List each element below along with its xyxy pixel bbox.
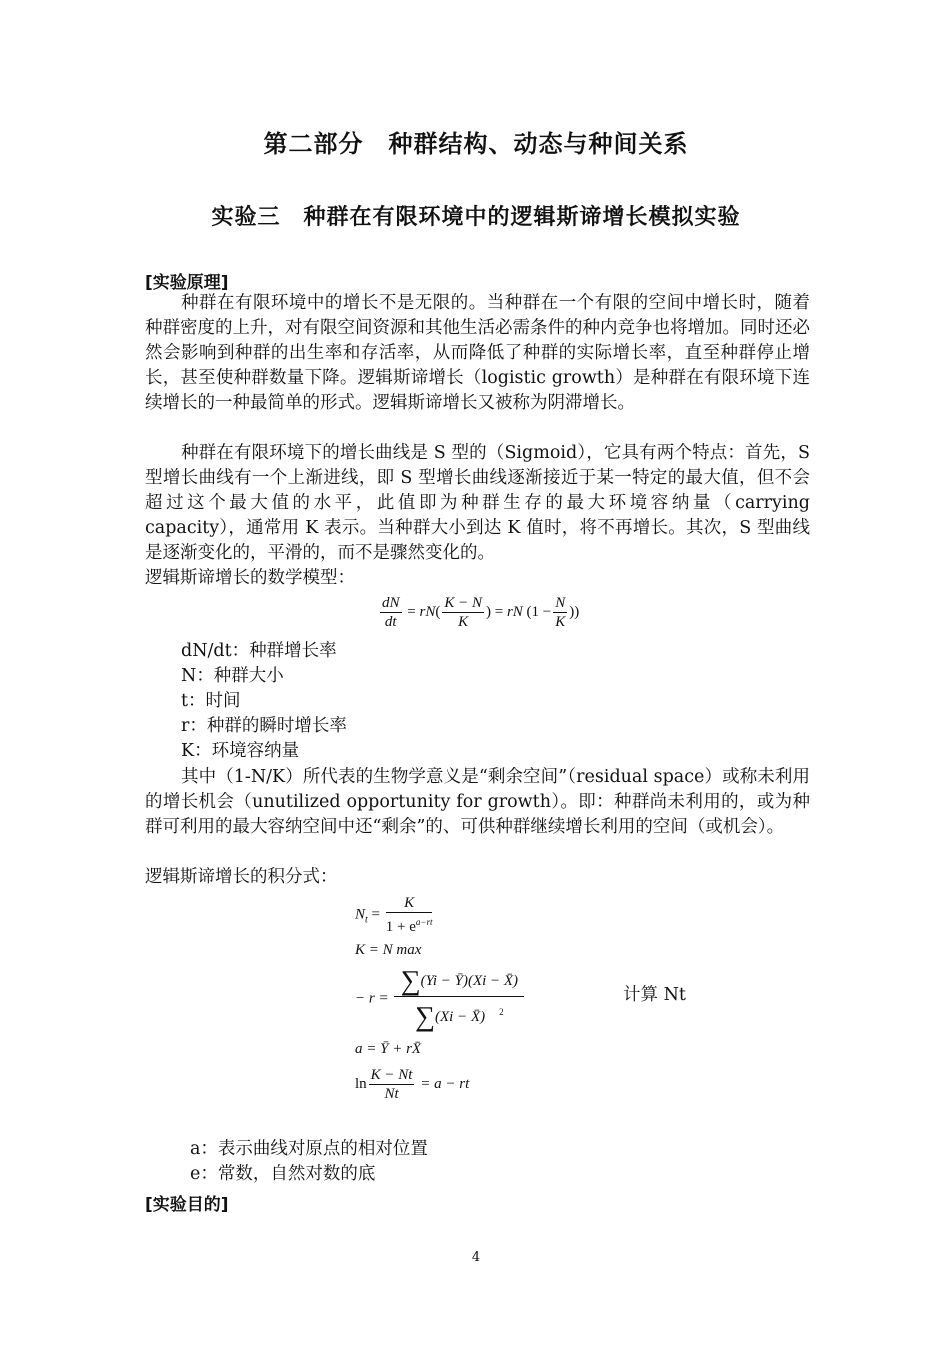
equation-k-nmax: K = N max xyxy=(355,942,422,958)
integral-heading: 逻辑斯谛增长的积分式： xyxy=(145,867,338,887)
definition-a: a：表示曲线对原点的相对位置 xyxy=(190,1139,428,1159)
equation-a: a = Ȳ + rX̄ xyxy=(355,1041,422,1057)
paragraph-principle-1: 种群在有限环境中的增长不是无限的。当种群在一个有限的空间中增长时，随着种群密度的上升，对有限空间资源和其他生活必需条件的种内竞争也将增加。同时还必然会影响到种群的出生率和存活率，从而降低了种群的实际增长率，直至种群停止增长，甚至使种群数量下降。逻辑斯谛增长（logistic growth）是种群在有限环境下连续增长的一种最简单的形式。逻辑斯谛增长又被称为阴滞增长。 xyxy=(145,293,810,413)
model-heading: 逻辑斯谛增长的数学模型： xyxy=(145,568,355,588)
equation-differential: $\frac{dN}{dt}$ = rN( $\frac{K - N}{K}$ ) = rN (1 − $\frac{N}{K}$ )) xyxy=(382,595,580,630)
fraction-k-minus-nt: $\frac{K - Nt}{Nt}$ xyxy=(370,1067,413,1102)
definition-k: K：环境容纳量 xyxy=(181,741,300,761)
definition-t: t：时间 xyxy=(181,691,241,711)
definition-n: N：种群大小 xyxy=(181,666,284,686)
paragraph-principle-2: 种群在有限环境下的增长曲线是 S 型的（Sigmoid），它具有两个特点：首先，S 型增长曲线有一个上渐进线，即 S 型增长曲线逐渐接近于某一特定的最大值，但不会超过这个最大值的水平，此值即为种群生存的最大环境容纳量（carrying capacity），通常用 K 表示。当种群大小到达 K 值时，将不再增长。其次，S 型曲线是逐渐变化的，平滑的，而不是骤然变化的。 xyxy=(145,443,810,563)
section-heading-purpose: [实验目的] xyxy=(145,1195,229,1215)
equation-r-regression: − r = $\frac{\sum(Yi - Ȳ)(Xi - X̄)}{\sum(Xi - X̄) ^2}$ xyxy=(355,966,526,1032)
definition-r: r：种群的瞬时增长率 xyxy=(181,716,347,736)
fraction-k-minus-n: $\frac{K - N}{K}$ xyxy=(444,595,482,630)
page-title: 第二部分 种群结构、动态与种间关系 xyxy=(263,129,689,158)
page-number: 4 xyxy=(471,1250,481,1265)
paragraph-residual-space: 其中（1-N/K）所代表的生物学意义是“剩余空间”（residual space）或称未利用的增长机会（unutilized opportunity for growth）。即：种群尚未利用的，或为种群可利用的最大容纳空间中还“剩余”的、可供种群继续增长利用的空间（或机会）。 xyxy=(145,767,810,837)
section-heading-principle: [实验原理] xyxy=(145,273,229,293)
definition-e: e：常数，自然对数的底 xyxy=(190,1164,376,1184)
equation-nt: $N_t$ = $\frac{K}{1 + e^{a-rt}}$ xyxy=(355,895,433,935)
fraction-regression: $\frac{\sum(Yi - Ȳ)(Xi - X̄)}{\sum(Xi - X̄) ^2}$ xyxy=(394,966,524,1032)
experiment-title: 实验三 种群在有限环境中的逻辑斯谛增长模拟实验 xyxy=(211,204,741,230)
fraction-dn-dt: $\frac{dN}{dt}$ xyxy=(382,595,400,630)
calc-note: 计算 Nt xyxy=(623,985,686,1005)
definition-dndt: dN/dt：种群增长率 xyxy=(181,641,337,661)
fraction-k-over-exp: $\frac{K}{1 + e^{a-rt}}$ xyxy=(385,895,433,935)
fraction-n-over-k: $\frac{N}{K}$ xyxy=(555,595,566,630)
equation-ln: ln $\frac{K - Nt}{Nt}$ = a − rt xyxy=(355,1067,470,1102)
